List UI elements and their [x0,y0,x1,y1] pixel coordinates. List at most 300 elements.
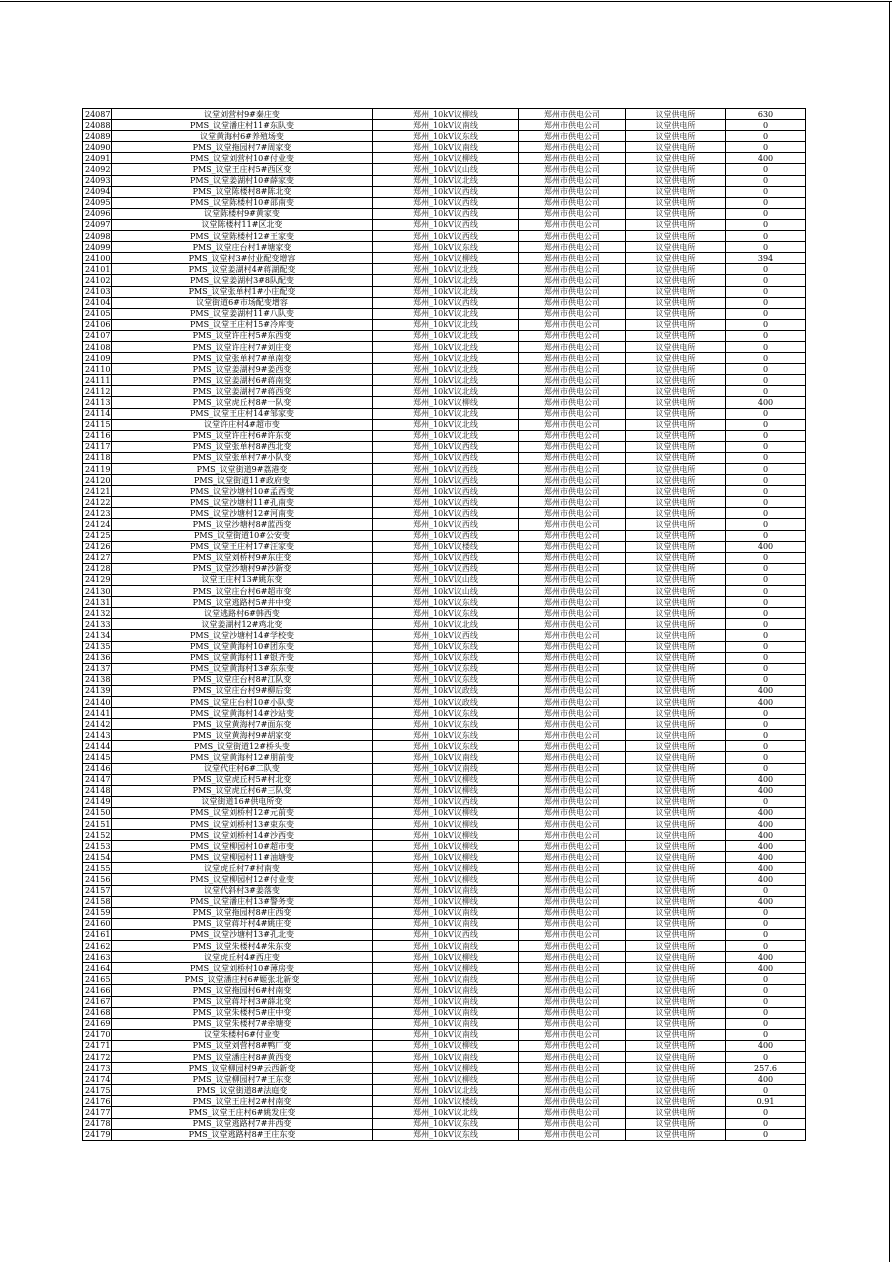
row-id-cell: 24131 [83,597,112,608]
capacity-cell: 0 [726,907,806,918]
table-row [83,929,806,940]
table-row [83,375,806,386]
row-id-cell: 24105 [83,308,112,319]
transformer-name-cell: PMS_议堂黄海村13#东东变 [112,663,373,674]
capacity-cell: 400 [726,963,806,974]
feeder-line-cell: 郑州_10kV议西线 [373,464,519,475]
table-row [83,1029,806,1040]
table-row [83,264,806,275]
capacity-cell: 0 [726,796,806,807]
transformer-name-cell: PMS_议堂潘庄村13#警务变 [112,896,373,907]
capacity-cell: 0 [726,1129,806,1140]
transformer-name-cell: 议堂黄海村6#养殖场变 [112,131,373,142]
table-row [83,763,806,774]
company-cell: 郑州市供电公司 [519,819,626,830]
station-cell: 议堂供电所 [626,907,726,918]
station-cell: 议堂供电所 [626,608,726,619]
table-row [83,1051,806,1062]
feeder-line-cell: 郑州_10kV议东线 [373,741,519,752]
feeder-line-cell: 郑州_10kV议西线 [373,530,519,541]
station-cell: 议堂供电所 [626,397,726,408]
table-row [83,297,806,308]
feeder-line-cell: 郑州_10kV议东线 [373,597,519,608]
transformer-name-cell: PMS_议堂虎丘村5#村北变 [112,774,373,785]
row-id-cell: 24089 [83,131,112,142]
company-cell: 郑州市供电公司 [519,641,626,652]
feeder-line-cell: 郑州_10kV议楼线 [373,1096,519,1107]
company-cell: 郑州市供电公司 [519,1029,626,1040]
capacity-cell: 0 [726,375,806,386]
transformer-name-cell: PMS_议堂姜湖村3#8队配变 [112,275,373,286]
company-cell: 郑州市供电公司 [519,552,626,563]
transformer-name-cell: PMS_议堂逃路村8#王庄东变 [112,1129,373,1140]
station-cell: 议堂供电所 [626,752,726,763]
transformer-name-cell: PMS_议堂陈楼村10#邵南变 [112,197,373,208]
row-id-cell: 24112 [83,386,112,397]
feeder-line-cell: 郑州_10kV议北线 [373,1107,519,1118]
table-body [83,109,806,1141]
transformer-name-cell: 议堂许庄村4#超市变 [112,419,373,430]
feeder-line-cell: 郑州_10kV议北线 [373,364,519,375]
feeder-line-cell: 郑州_10kV议南线 [373,974,519,985]
company-cell: 郑州市供电公司 [519,785,626,796]
capacity-cell: 400 [726,774,806,785]
transformer-name-cell: PMS_议堂黄海村7#面东变 [112,719,373,730]
table-row [83,552,806,563]
station-cell: 议堂供电所 [626,774,726,785]
row-id-cell: 24137 [83,663,112,674]
station-cell: 议堂供电所 [626,1018,726,1029]
table-row [83,796,806,807]
capacity-cell: 0 [726,574,806,585]
capacity-cell: 400 [726,397,806,408]
capacity-cell: 0 [726,164,806,175]
capacity-cell: 0 [726,441,806,452]
station-cell: 议堂供电所 [626,364,726,375]
feeder-line-cell: 郑州_10kV议东线 [373,708,519,719]
feeder-line-cell: 郑州_10kV议东线 [373,652,519,663]
feeder-line-cell: 郑州_10kV议西线 [373,796,519,807]
capacity-cell: 0 [726,519,806,530]
feeder-line-cell: 郑州_10kV议西线 [373,508,519,519]
station-cell: 议堂供电所 [626,430,726,441]
transformer-name-cell: PMS_议堂张单村7#单南变 [112,353,373,364]
company-cell: 郑州市供电公司 [519,741,626,752]
transformer-name-cell: PMS_议堂姜湖村10#薛家变 [112,175,373,186]
capacity-cell: 394 [726,253,806,264]
row-id-cell: 24160 [83,918,112,929]
feeder-line-cell: 郑州_10kV议北线 [373,386,519,397]
feeder-line-cell: 郑州_10kV议西线 [373,231,519,242]
transformer-name-cell: PMS_议堂庄台村6#超市变 [112,586,373,597]
capacity-cell: 0 [726,353,806,364]
capacity-cell: 0 [726,1107,806,1118]
table-row [83,186,806,197]
capacity-cell: 0 [726,142,806,153]
station-cell: 议堂供电所 [626,719,726,730]
table-row [83,819,806,830]
station-cell: 议堂供电所 [626,885,726,896]
row-id-cell: 24087 [83,109,112,120]
row-id-cell: 24090 [83,142,112,153]
capacity-cell: 400 [726,1074,806,1085]
transformer-name-cell: PMS_议堂潘庄村6#姬张北新变 [112,974,373,985]
feeder-line-cell: 郑州_10kV议东线 [373,719,519,730]
transformer-name-cell: PMS_议堂沙塘村10#孟西变 [112,486,373,497]
company-cell: 郑州市供电公司 [519,663,626,674]
station-cell: 议堂供电所 [626,652,726,663]
capacity-cell: 400 [726,541,806,552]
row-id-cell: 24155 [83,863,112,874]
transformer-name-cell: PMS_议堂柳园村11#油塘变 [112,852,373,863]
capacity-cell: 0 [726,918,806,929]
company-cell: 郑州市供电公司 [519,242,626,253]
company-cell: 郑州市供电公司 [519,186,626,197]
company-cell: 郑州市供电公司 [519,730,626,741]
capacity-cell: 0 [726,630,806,641]
company-cell: 郑州市供电公司 [519,464,626,475]
row-id-cell: 24169 [83,1018,112,1029]
transformer-name-cell: 议堂代庄村6#二队变 [112,763,373,774]
transformer-name-cell: PMS_议堂王庄村2#村南变 [112,1096,373,1107]
transformer-name-cell: PMS_议堂庄台村1#塘家变 [112,242,373,253]
row-id-cell: 24132 [83,608,112,619]
table-row [83,996,806,1007]
row-id-cell: 24149 [83,796,112,807]
transformer-name-cell: PMS_议堂沙塘村8#蓝西变 [112,519,373,530]
row-id-cell: 24168 [83,1007,112,1018]
capacity-cell: 257.6 [726,1063,806,1074]
feeder-line-cell: 郑州_10kV议东线 [373,641,519,652]
table-row [83,253,806,264]
station-cell: 议堂供电所 [626,486,726,497]
station-cell: 议堂供电所 [626,874,726,885]
row-id-cell: 24095 [83,197,112,208]
capacity-cell: 0 [726,364,806,375]
feeder-line-cell: 郑州_10kV议西线 [373,630,519,641]
feeder-line-cell: 郑州_10kV议柳线 [373,874,519,885]
row-id-cell: 24118 [83,452,112,463]
row-id-cell: 24159 [83,907,112,918]
station-cell: 议堂供电所 [626,253,726,264]
capacity-cell: 0 [726,985,806,996]
company-cell: 郑州市供电公司 [519,1074,626,1085]
transformer-name-cell: 议堂逃路村6#韩西变 [112,608,373,619]
station-cell: 议堂供电所 [626,586,726,597]
table-row [83,330,806,341]
company-cell: 郑州市供电公司 [519,519,626,530]
transformer-name-cell: PMS_议堂王庄村17#汪家变 [112,541,373,552]
company-cell: 郑州市供电公司 [519,885,626,896]
table-row [83,1007,806,1018]
table-row [83,952,806,963]
station-cell: 议堂供电所 [626,408,726,419]
feeder-line-cell: 郑州_10kV议柳线 [373,774,519,785]
transformer-name-cell: PMS_议堂姜湖村9#姜西变 [112,364,373,375]
feeder-line-cell: 郑州_10kV议柳线 [373,253,519,264]
station-cell: 议堂供电所 [626,242,726,253]
table-row [83,586,806,597]
transformer-name-cell: PMS_议堂逃路村7#井西变 [112,1118,373,1129]
capacity-cell: 0 [726,1118,806,1129]
table-row [83,885,806,896]
company-cell: 郑州市供电公司 [519,630,626,641]
capacity-cell: 0 [726,464,806,475]
page-right-border [889,1,890,1262]
transformer-name-cell: PMS_议堂沙塘村13#孔北变 [112,929,373,940]
capacity-cell: 400 [726,830,806,841]
company-cell: 郑州市供电公司 [519,452,626,463]
transformer-name-cell: PMS_议堂黄海村12#朋前变 [112,752,373,763]
row-id-cell: 24104 [83,297,112,308]
table-row [83,863,806,874]
feeder-line-cell: 郑州_10kV议北线 [373,275,519,286]
feeder-line-cell: 郑州_10kV议柳线 [373,153,519,164]
company-cell: 郑州市供电公司 [519,652,626,663]
transformer-name-cell: PMS_议堂姜湖村11#八队变 [112,308,373,319]
row-id-cell: 24150 [83,807,112,818]
row-id-cell: 24164 [83,963,112,974]
capacity-cell: 0 [726,674,806,685]
station-cell: 议堂供电所 [626,763,726,774]
capacity-cell: 0 [726,419,806,430]
station-cell: 议堂供电所 [626,952,726,963]
station-cell: 议堂供电所 [626,708,726,719]
feeder-line-cell: 郑州_10kV议南线 [373,918,519,929]
capacity-cell: 0 [726,275,806,286]
transformer-name-cell: PMS_议堂张单村8#西北变 [112,441,373,452]
company-cell: 郑州市供电公司 [519,586,626,597]
row-id-cell: 24114 [83,408,112,419]
table-row [83,574,806,585]
transformer-name-cell: PMS_议堂街道12#桥头变 [112,741,373,752]
capacity-cell: 400 [726,1040,806,1051]
table-row [83,785,806,796]
feeder-line-cell: 郑州_10kV议南线 [373,142,519,153]
transformer-name-cell: PMS_议堂潘庄村8#黄西变 [112,1051,373,1062]
table-row [83,741,806,752]
row-id-cell: 24141 [83,708,112,719]
capacity-cell: 0 [726,486,806,497]
feeder-line-cell: 郑州_10kV议西线 [373,219,519,230]
row-id-cell: 24103 [83,286,112,297]
station-cell: 议堂供电所 [626,375,726,386]
transformer-name-cell: 议堂虎丘村4#西庄变 [112,952,373,963]
feeder-line-cell: 郑州_10kV议山线 [373,586,519,597]
transformer-name-cell: PMS_议堂朱楼村5#庄中变 [112,1007,373,1018]
table-row [83,341,806,352]
table-row [83,319,806,330]
feeder-line-cell: 郑州_10kV议柳线 [373,397,519,408]
company-cell: 郑州市供电公司 [519,852,626,863]
feeder-line-cell: 郑州_10kV议西线 [373,497,519,508]
station-cell: 议堂供电所 [626,297,726,308]
capacity-cell: 0 [726,1007,806,1018]
station-cell: 议堂供电所 [626,597,726,608]
capacity-cell: 0 [726,929,806,940]
capacity-cell: 400 [726,863,806,874]
feeder-line-cell: 郑州_10kV议东线 [373,242,519,253]
transformer-name-cell: PMS_议堂王庄村15#冷库变 [112,319,373,330]
row-id-cell: 24109 [83,353,112,364]
company-cell: 郑州市供电公司 [519,475,626,486]
transformer-name-cell: 议堂朱楼村6#付业变 [112,1029,373,1040]
capacity-cell: 0 [726,452,806,463]
station-cell: 议堂供电所 [626,563,726,574]
company-cell: 郑州市供电公司 [519,497,626,508]
table-row [83,774,806,785]
table-row [83,652,806,663]
table-row [83,353,806,364]
table-row [83,830,806,841]
company-cell: 郑州市供电公司 [519,153,626,164]
company-cell: 郑州市供电公司 [519,1096,626,1107]
feeder-line-cell: 郑州_10kV议南线 [373,996,519,1007]
company-cell: 郑州市供电公司 [519,1051,626,1062]
station-cell: 议堂供电所 [626,741,726,752]
station-cell: 议堂供电所 [626,796,726,807]
transformer-name-cell: PMS_议堂潘庄村11#东队变 [112,120,373,131]
table-row [83,696,806,707]
feeder-line-cell: 郑州_10kV议西线 [373,929,519,940]
capacity-cell: 0 [726,186,806,197]
company-cell: 郑州市供电公司 [519,364,626,375]
company-cell: 郑州市供电公司 [519,685,626,696]
row-id-cell: 24162 [83,941,112,952]
row-id-cell: 24096 [83,208,112,219]
table-row [83,419,806,430]
station-cell: 议堂供电所 [626,552,726,563]
table-row [83,452,806,463]
feeder-line-cell: 郑州_10kV议南线 [373,907,519,918]
transformer-name-cell: 议堂街道6#市场配变增容 [112,297,373,308]
capacity-cell: 400 [726,685,806,696]
row-id-cell: 24152 [83,830,112,841]
row-id-cell: 24176 [83,1096,112,1107]
row-id-cell: 24116 [83,430,112,441]
table-row [83,974,806,985]
capacity-cell: 400 [726,896,806,907]
row-id-cell: 24143 [83,730,112,741]
table-row [83,641,806,652]
table-row [83,475,806,486]
table-row [83,308,806,319]
table-row [83,464,806,475]
company-cell: 郑州市供电公司 [519,719,626,730]
table-row [83,530,806,541]
row-id-cell: 24110 [83,364,112,375]
transformer-name-cell: PMS_议堂黄海村9#胡家变 [112,730,373,741]
capacity-cell: 0 [726,308,806,319]
company-cell: 郑州市供电公司 [519,807,626,818]
feeder-line-cell: 郑州_10kV议北线 [373,264,519,275]
feeder-line-cell: 郑州_10kV议柳线 [373,1040,519,1051]
feeder-line-cell: 郑州_10kV议东线 [373,131,519,142]
row-id-cell: 24098 [83,231,112,242]
row-id-cell: 24172 [83,1051,112,1062]
company-cell: 郑州市供电公司 [519,763,626,774]
row-id-cell: 24154 [83,852,112,863]
row-id-cell: 24167 [83,996,112,1007]
station-cell: 议堂供电所 [626,841,726,852]
station-cell: 议堂供电所 [626,120,726,131]
row-id-cell: 24146 [83,763,112,774]
feeder-line-cell: 郑州_10kV议西线 [373,186,519,197]
feeder-line-cell: 郑州_10kV议柳线 [373,830,519,841]
feeder-line-cell: 郑州_10kV议南线 [373,1018,519,1029]
row-id-cell: 24092 [83,164,112,175]
company-cell: 郑州市供电公司 [519,1018,626,1029]
table-row [83,175,806,186]
station-cell: 议堂供电所 [626,674,726,685]
capacity-cell: 400 [726,696,806,707]
table-row [83,985,806,996]
transformer-name-cell: 议堂代斜村3#姜落变 [112,885,373,896]
feeder-line-cell: 郑州_10kV议柳线 [373,109,519,120]
company-cell: 郑州市供电公司 [519,120,626,131]
station-cell: 议堂供电所 [626,341,726,352]
capacity-cell: 0 [726,120,806,131]
feeder-line-cell: 郑州_10kV议北线 [373,308,519,319]
table-row [83,1118,806,1129]
feeder-line-cell: 郑州_10kV议西线 [373,208,519,219]
table-row [83,685,806,696]
station-cell: 议堂供电所 [626,1029,726,1040]
row-id-cell: 24173 [83,1063,112,1074]
capacity-cell: 0 [726,175,806,186]
company-cell: 郑州市供电公司 [519,963,626,974]
company-cell: 郑州市供电公司 [519,164,626,175]
table-row [83,1018,806,1029]
station-cell: 议堂供电所 [626,696,726,707]
company-cell: 郑州市供电公司 [519,208,626,219]
transformer-name-cell: PMS_议堂姜湖村6#蒋南变 [112,375,373,386]
station-cell: 议堂供电所 [626,663,726,674]
row-id-cell: 24151 [83,819,112,830]
station-cell: 议堂供电所 [626,208,726,219]
station-cell: 议堂供电所 [626,541,726,552]
table-row [83,1085,806,1096]
row-id-cell: 24121 [83,486,112,497]
transformer-name-cell: PMS_议堂刘桥村13#束东变 [112,819,373,830]
table-row [83,508,806,519]
transformer-name-cell: PMS_议堂张单村7#小队变 [112,452,373,463]
capacity-cell: 0 [726,1085,806,1096]
station-cell: 议堂供电所 [626,264,726,275]
company-cell: 郑州市供电公司 [519,619,626,630]
table-row [83,1096,806,1107]
transformer-name-cell: PMS_议堂姜湖村7#蒋西变 [112,386,373,397]
station-cell: 议堂供电所 [626,1051,726,1062]
capacity-cell: 0 [726,730,806,741]
feeder-line-cell: 郑州_10kV议柳线 [373,852,519,863]
table-row [83,197,806,208]
station-cell: 议堂供电所 [626,1063,726,1074]
row-id-cell: 24148 [83,785,112,796]
table-row [83,852,806,863]
station-cell: 议堂供电所 [626,153,726,164]
feeder-line-cell: 郑州_10kV议西线 [373,519,519,530]
transformer-name-cell: PMS_议堂沙塘村14#学校变 [112,630,373,641]
transformer-table [82,108,806,1141]
row-id-cell: 24101 [83,264,112,275]
feeder-line-cell: 郑州_10kV议柳线 [373,1074,519,1085]
capacity-cell: 0 [726,297,806,308]
station-cell: 议堂供电所 [626,464,726,475]
row-id-cell: 24166 [83,985,112,996]
page-top-border [0,1,892,2]
row-id-cell: 24163 [83,952,112,963]
